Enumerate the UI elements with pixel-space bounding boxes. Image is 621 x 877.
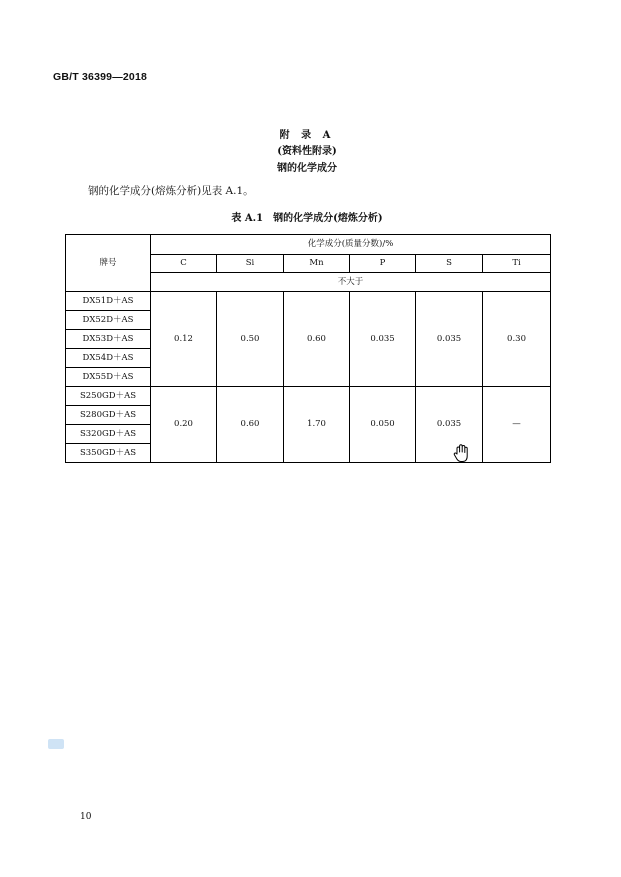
- value-cell: —: [483, 387, 551, 463]
- hand-cursor-icon: [451, 442, 473, 464]
- value-cell: 0.050: [350, 387, 416, 463]
- intro-paragraph: 钢的化学成分(熔炼分析)见表 A.1。: [88, 185, 254, 197]
- standard-number: GB/T 36399—2018: [53, 71, 148, 83]
- composition-header: 化学成分(质量分数)/%: [151, 235, 551, 255]
- table-row: [66, 292, 551, 311]
- grade-cell: DX51D＋AS: [66, 292, 151, 311]
- grade-cell: S320GD＋AS: [66, 425, 151, 444]
- value-cell: 0.30: [483, 292, 551, 387]
- element-header: P: [350, 255, 416, 273]
- value-cell: 0.50: [217, 292, 284, 387]
- element-header: C: [151, 255, 217, 273]
- value-cell: 1.70: [284, 387, 350, 463]
- grade-header: 牌号: [66, 235, 151, 292]
- value-cell: 0.035: [416, 292, 483, 387]
- grade-cell: DX54D＋AS: [66, 349, 151, 368]
- element-header: Ti: [483, 255, 551, 273]
- value-cell: 0.035: [350, 292, 416, 387]
- element-header: Mn: [284, 255, 350, 273]
- grade-cell: S280GD＋AS: [66, 406, 151, 425]
- grade-cell: S350GD＋AS: [66, 444, 151, 463]
- element-header: Si: [217, 255, 284, 273]
- watermark-logo-icon: [48, 739, 64, 749]
- value-cell: 0.035: [416, 387, 483, 463]
- annex-heading: 钢的化学成分: [277, 163, 337, 174]
- grade-cell: DX53D＋AS: [66, 330, 151, 349]
- value-cell: 0.60: [284, 292, 350, 387]
- composition-table: [65, 234, 551, 463]
- limit-note: 不大于: [151, 273, 551, 292]
- table-title: 钢的化学成分(熔炼分析): [273, 213, 383, 224]
- table-header-row: [66, 235, 551, 255]
- value-cell: 0.60: [217, 387, 284, 463]
- grade-cell: DX52D＋AS: [66, 311, 151, 330]
- annex-title: 附 录 A: [279, 130, 335, 141]
- element-header: S: [416, 255, 483, 273]
- table-row: [66, 387, 551, 406]
- value-cell: 0.12: [151, 292, 217, 387]
- annex-nature: (资料性附录): [277, 146, 337, 157]
- table-label: 表 A.1: [231, 213, 264, 224]
- grade-cell: S250GD＋AS: [66, 387, 151, 406]
- page-number: 10: [80, 812, 92, 822]
- grade-cell: DX55D＋AS: [66, 368, 151, 387]
- value-cell: 0.20: [151, 387, 217, 463]
- table-caption: [157, 209, 457, 224]
